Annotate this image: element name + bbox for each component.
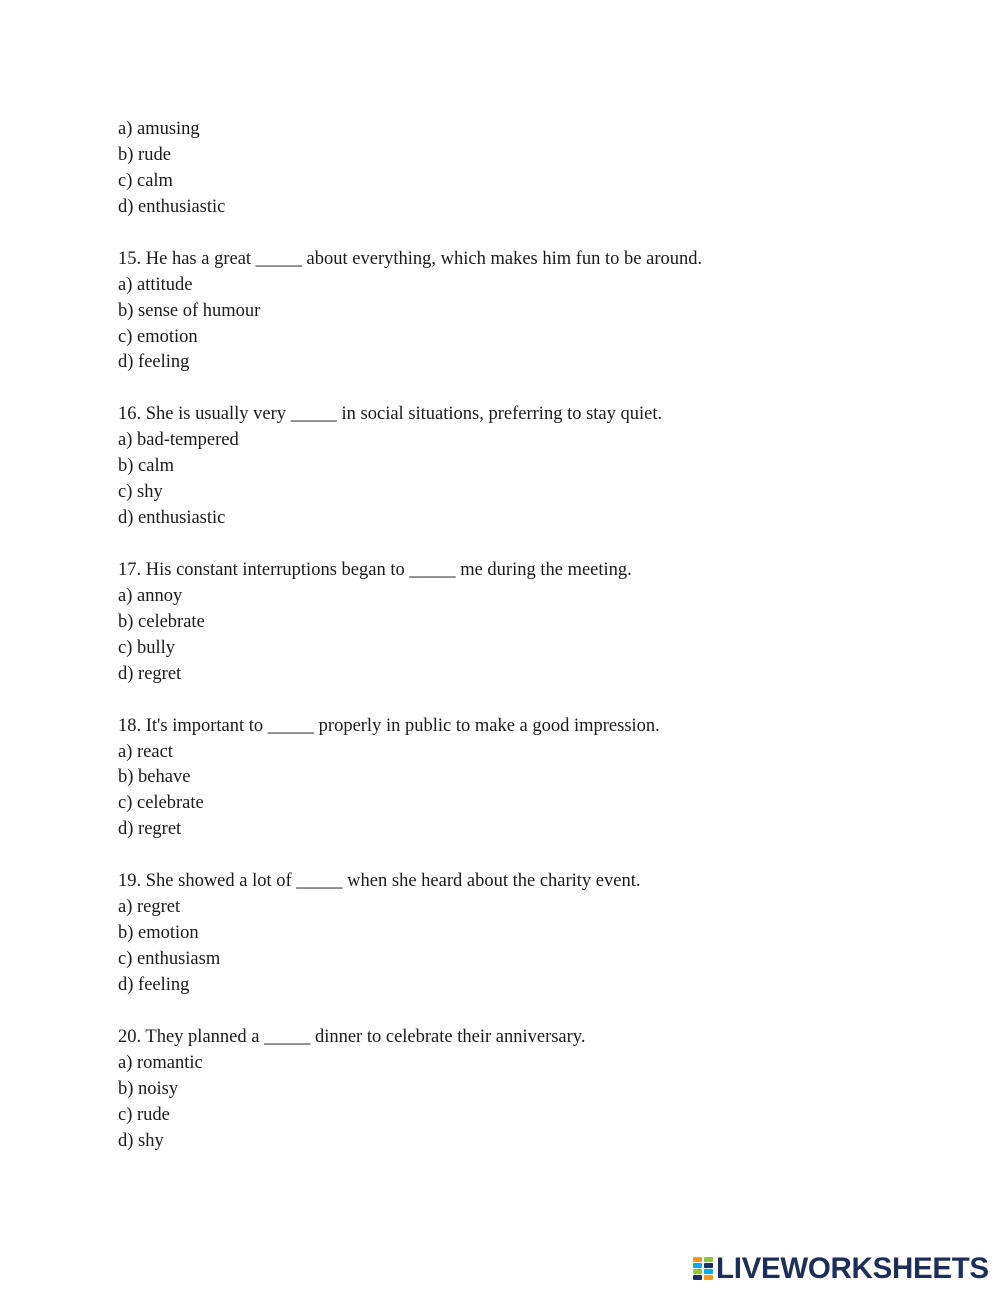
option-b: b) rude bbox=[118, 144, 171, 165]
spacer bbox=[118, 376, 958, 402]
question-stem: 15. He has a great _____ about everything, which makes him fun to be around. bbox=[118, 248, 703, 269]
liveworksheets-logo-icon bbox=[692, 1256, 714, 1282]
question-block-16 bbox=[118, 402, 958, 532]
option-b: b) calm bbox=[118, 456, 174, 477]
option-b: b) celebrate bbox=[118, 611, 205, 632]
question-block-18 bbox=[118, 714, 958, 844]
option-a: a) annoy bbox=[118, 585, 183, 606]
option-c: c) celebrate bbox=[118, 793, 204, 814]
option-d: d) feeling bbox=[118, 974, 190, 995]
question-block-17 bbox=[118, 558, 958, 688]
option-a: a) regret bbox=[118, 897, 181, 918]
question-block-15 bbox=[118, 247, 958, 377]
spacer bbox=[118, 999, 958, 1025]
spacer bbox=[118, 532, 958, 558]
option-a: a) react bbox=[118, 741, 173, 762]
question-block-14 bbox=[118, 117, 958, 221]
question-stem: 16. She is usually very _____ in social situations, preferring to stay quiet. bbox=[118, 404, 663, 425]
logo-text: LIVEWORKSHEETS bbox=[716, 1252, 989, 1285]
question-stem: 19. She showed a lot of _____ when she heard about the charity event. bbox=[118, 871, 641, 892]
option-c: c) shy bbox=[118, 482, 163, 503]
question-stem: 18. It's important to _____ properly in public to make a good impression. bbox=[118, 715, 660, 736]
option-b: b) emotion bbox=[118, 923, 199, 944]
liveworksheets-logo[interactable] bbox=[692, 1252, 989, 1286]
option-d: d) regret bbox=[118, 663, 182, 684]
option-c: c) calm bbox=[118, 170, 173, 191]
option-d: d) shy bbox=[118, 1130, 164, 1151]
question-stem: 17. His constant interruptions began to _____ me during the meeting. bbox=[118, 559, 632, 580]
spacer bbox=[118, 688, 958, 714]
option-b: b) noisy bbox=[118, 1078, 179, 1099]
option-b: b) behave bbox=[118, 767, 191, 788]
option-a: a) bad-tempered bbox=[118, 430, 239, 451]
option-a: a) amusing bbox=[118, 119, 200, 139]
option-d: d) feeling bbox=[118, 352, 190, 373]
question-block-19 bbox=[118, 869, 958, 999]
option-c: c) bully bbox=[118, 637, 176, 658]
option-d: d) enthusiastic bbox=[118, 196, 226, 217]
spacer bbox=[118, 221, 958, 247]
option-a: a) attitude bbox=[118, 274, 193, 295]
option-c: c) rude bbox=[118, 1104, 170, 1125]
spacer bbox=[118, 843, 958, 869]
question-stem: 20. They planned a _____ dinner to celebrate their anniversary. bbox=[118, 1026, 586, 1047]
option-c: c) enthusiasm bbox=[118, 949, 221, 969]
option-c: c) emotion bbox=[118, 326, 198, 347]
option-a: a) romantic bbox=[118, 1052, 203, 1073]
worksheet-content bbox=[118, 117, 958, 1155]
option-d: d) enthusiastic bbox=[118, 508, 226, 529]
question-block-20 bbox=[118, 1025, 958, 1155]
option-d: d) regret bbox=[118, 819, 182, 840]
option-b: b) sense of humour bbox=[118, 300, 261, 321]
